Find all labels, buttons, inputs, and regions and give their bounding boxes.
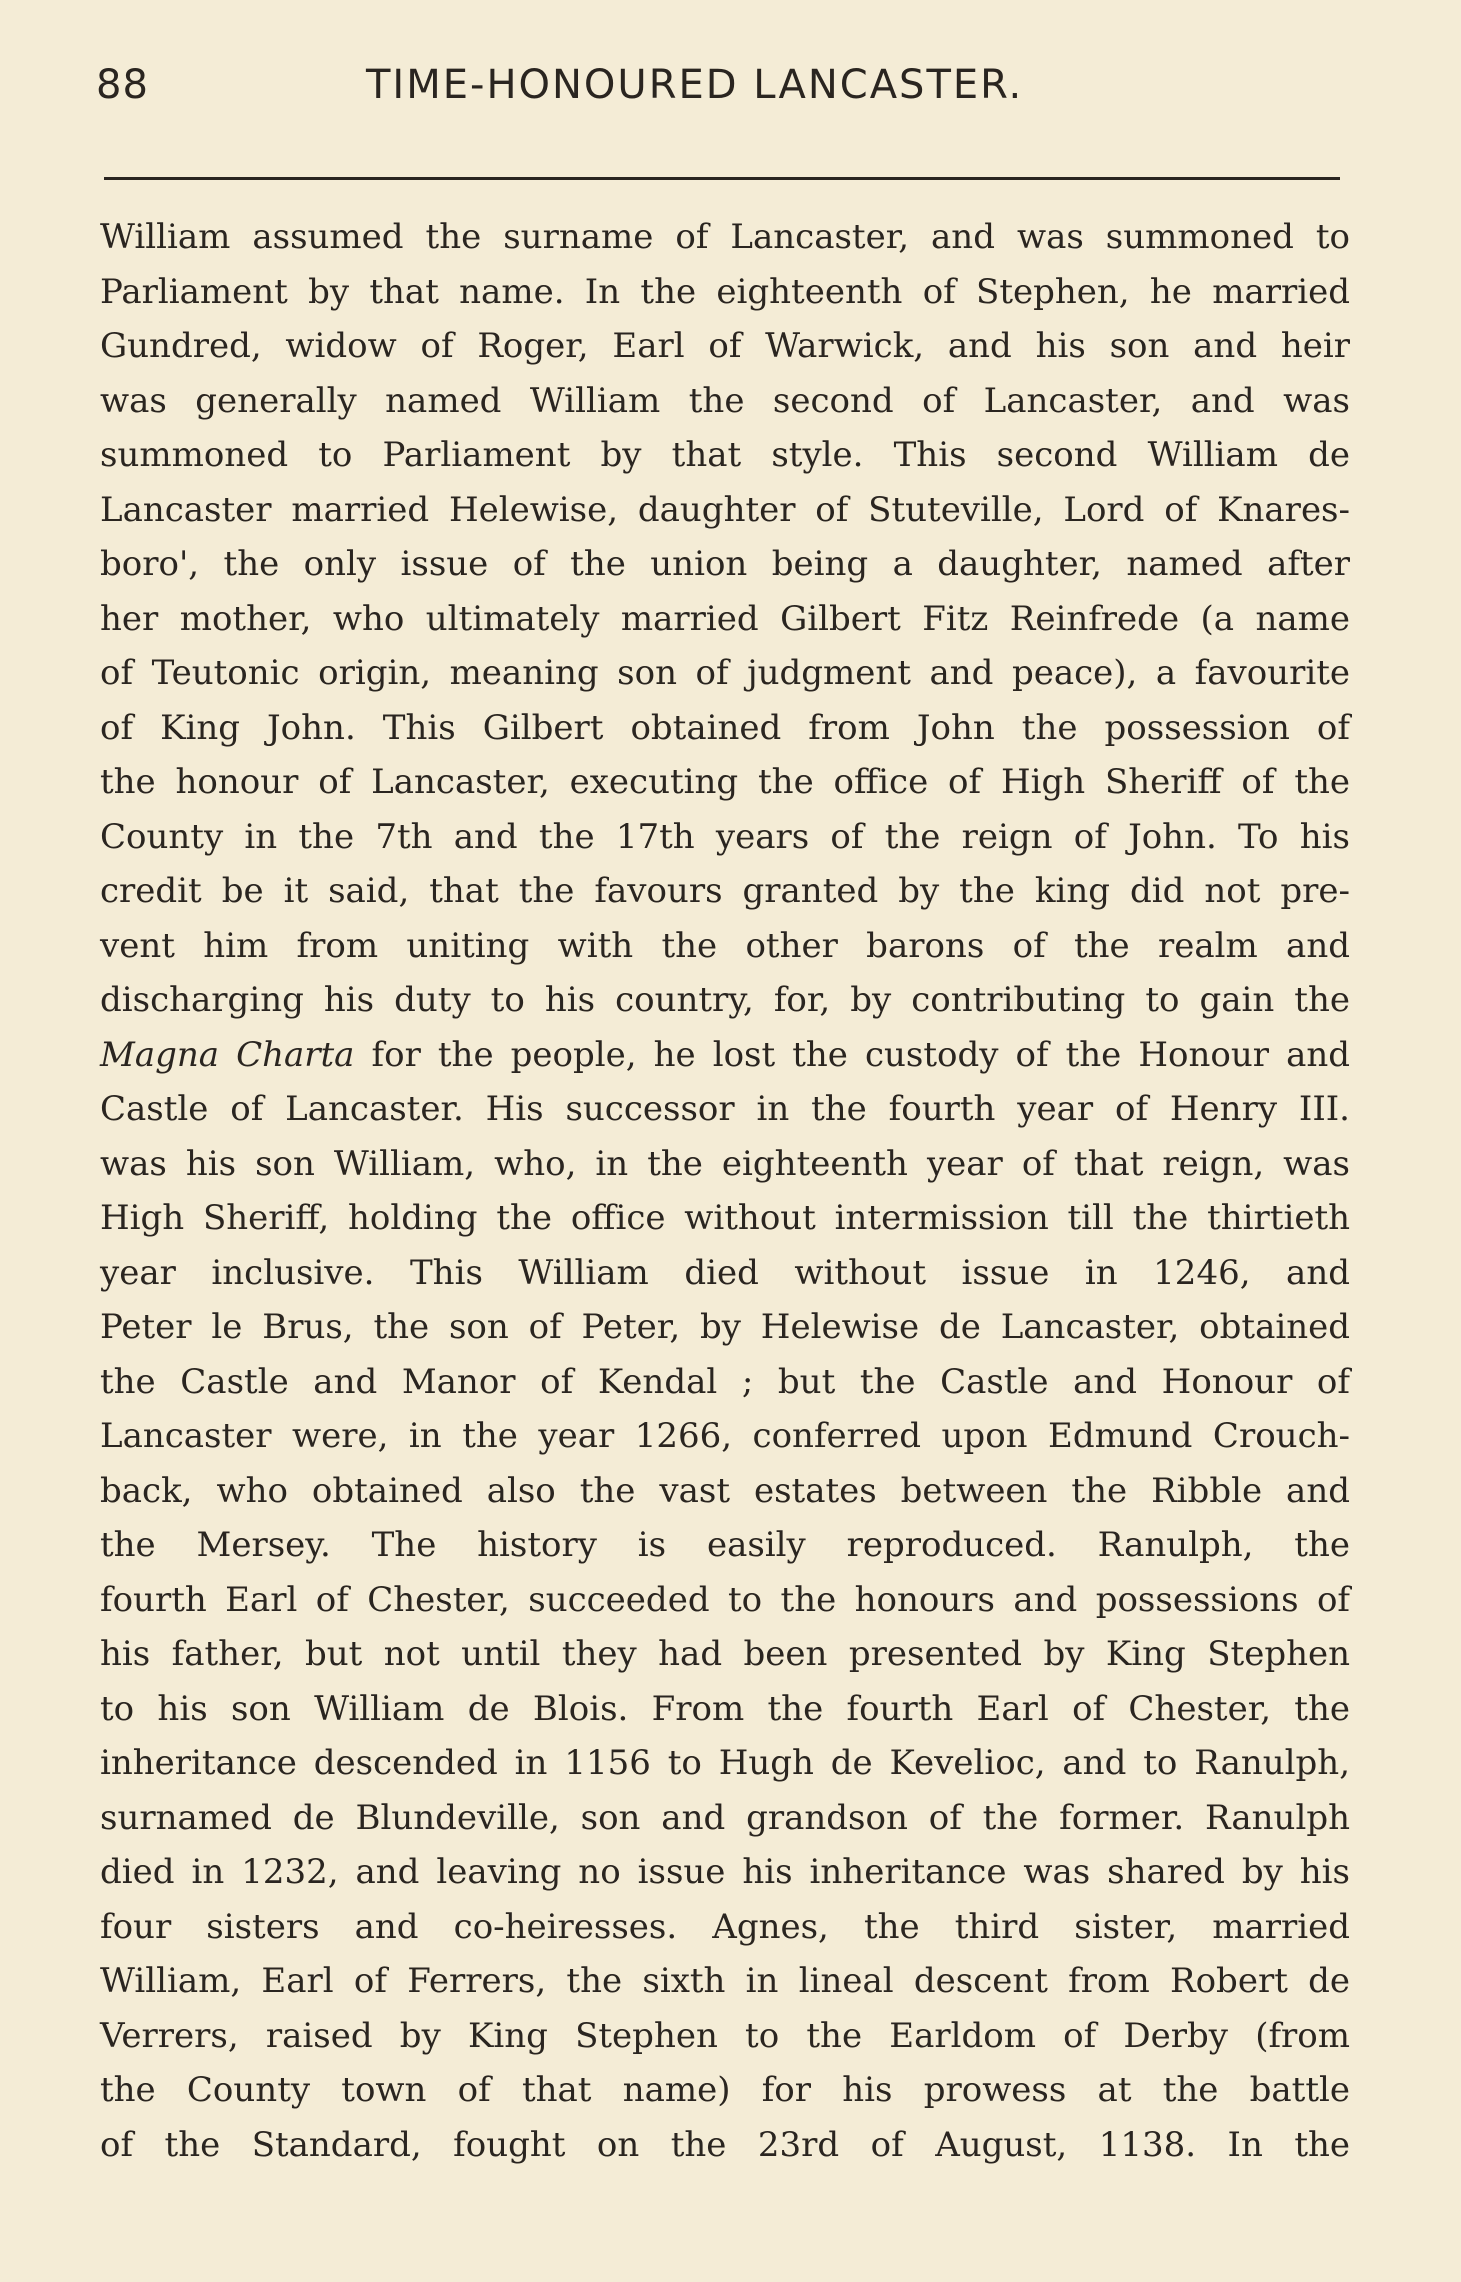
text-line: vent him from uniting with the other barons of the realm and [100,925,1350,966]
body-text [100,210,1350,2172]
text-line: of Teutonic origin, meaning son of judgment and peace), a favourite [100,653,1350,693]
text-line: inheritance descended in 1156 to Hugh de Kevelioc, and to Ranulph, [100,1743,1350,1783]
text-line: credit be it said, that the favours granted by the king did not pre- [100,871,1350,911]
text-line: his father, but not until they had been presented by King Stephen [100,1634,1350,1674]
text-line: back, who obtained also the vast estates between the Ribble and [100,1470,1350,1511]
text-line: four sisters and co-heiresses. Agnes, the third sister, married [100,1906,1350,1947]
text-line: discharging his duty to his country, for, by contributing to gain the [100,980,1350,1020]
text-line: the County town of that name) for his prowess at the battle [100,2070,1350,2110]
text-line: County in the 7th and the 17th years of the reign of John. To his [100,816,1350,857]
text-line: was his son William, who, in the eighteenth year of that reign, was [100,1143,1350,1184]
text-line: year inclusive. This William died without issue in 1246, and [100,1252,1350,1293]
text-line: Lancaster were, in the year 1266, conferred upon Edmund Crouch- [100,1416,1350,1456]
text-line: the Mersey. The history is easily reproduced. Ranulph, the [100,1525,1350,1565]
text-line: Peter le Brus, the son of Peter, by Helewise de Lancaster, obtained [100,1307,1350,1347]
page-header [96,62,1346,122]
text-line: her mother, who ultimately married Gilbert Fitz Reinfrede (a name [100,598,1350,639]
text-line: surnamed de Blundeville, son and grandson of the former. Ranulph [100,1797,1350,1838]
text-line: was generally named William the second of Lancaster, and was [100,380,1350,421]
header-rule [104,177,1340,180]
text-line: High Sheriff, holding the office without intermission till the thirtieth [100,1198,1350,1238]
text-line: summoned to Parliament by that style. This second William de [100,435,1350,475]
text-line: boro', the only issue of the union being a daughter, named after [100,544,1350,584]
text-line: of King John. This Gilbert obtained from John the possession of [100,707,1350,748]
text-line: to his son William de Blois. From the fourth Earl of Chester, the [100,1688,1350,1729]
text-line: of the Standard, fought on the 23rd of August, 1138. In the [100,2124,1350,2165]
text-line: died in 1232, and leaving no issue his inheritance was shared by his [100,1852,1350,1892]
page-number: 88 [96,62,149,108]
text-line: Castle of Lancaster. His successor in the fourth year of Henry III. [100,1089,1350,1129]
text-line: William, Earl of Ferrers, the sixth in lineal descent from Robert de [100,1961,1350,2001]
text-line: Lancaster married Helewise, daughter of Stuteville, Lord of Knares- [100,489,1350,530]
text-line: William assumed the surname of Lancaster, and was summoned to [100,217,1350,257]
text-line: Parliament by that name. In the eighteenth of Stephen, he married [100,271,1350,312]
text-line: Verrers, raised by King Stephen to the Earldom of Derby (from [100,2015,1350,2056]
italic-line-rest: for the people, he lost the custody of the Honour and [354,1034,1350,1075]
italic-title: Magna Charta [100,1034,355,1075]
text-line: Gundred, widow of Roger, Earl of Warwick, and his son and heir [100,326,1350,366]
text-line: the honour of Lancaster, executing the office of High Sheriff of the [100,762,1350,802]
running-title: TIME-HONOURED LANCASTER. [366,62,1024,108]
text-line: the Castle and Manor of Kendal ; but the Castle and Honour of [100,1361,1350,1402]
text-line: fourth Earl of Chester, succeeded to the honours and possessions of [100,1579,1350,1620]
text-line-italic [100,1028,1350,1083]
